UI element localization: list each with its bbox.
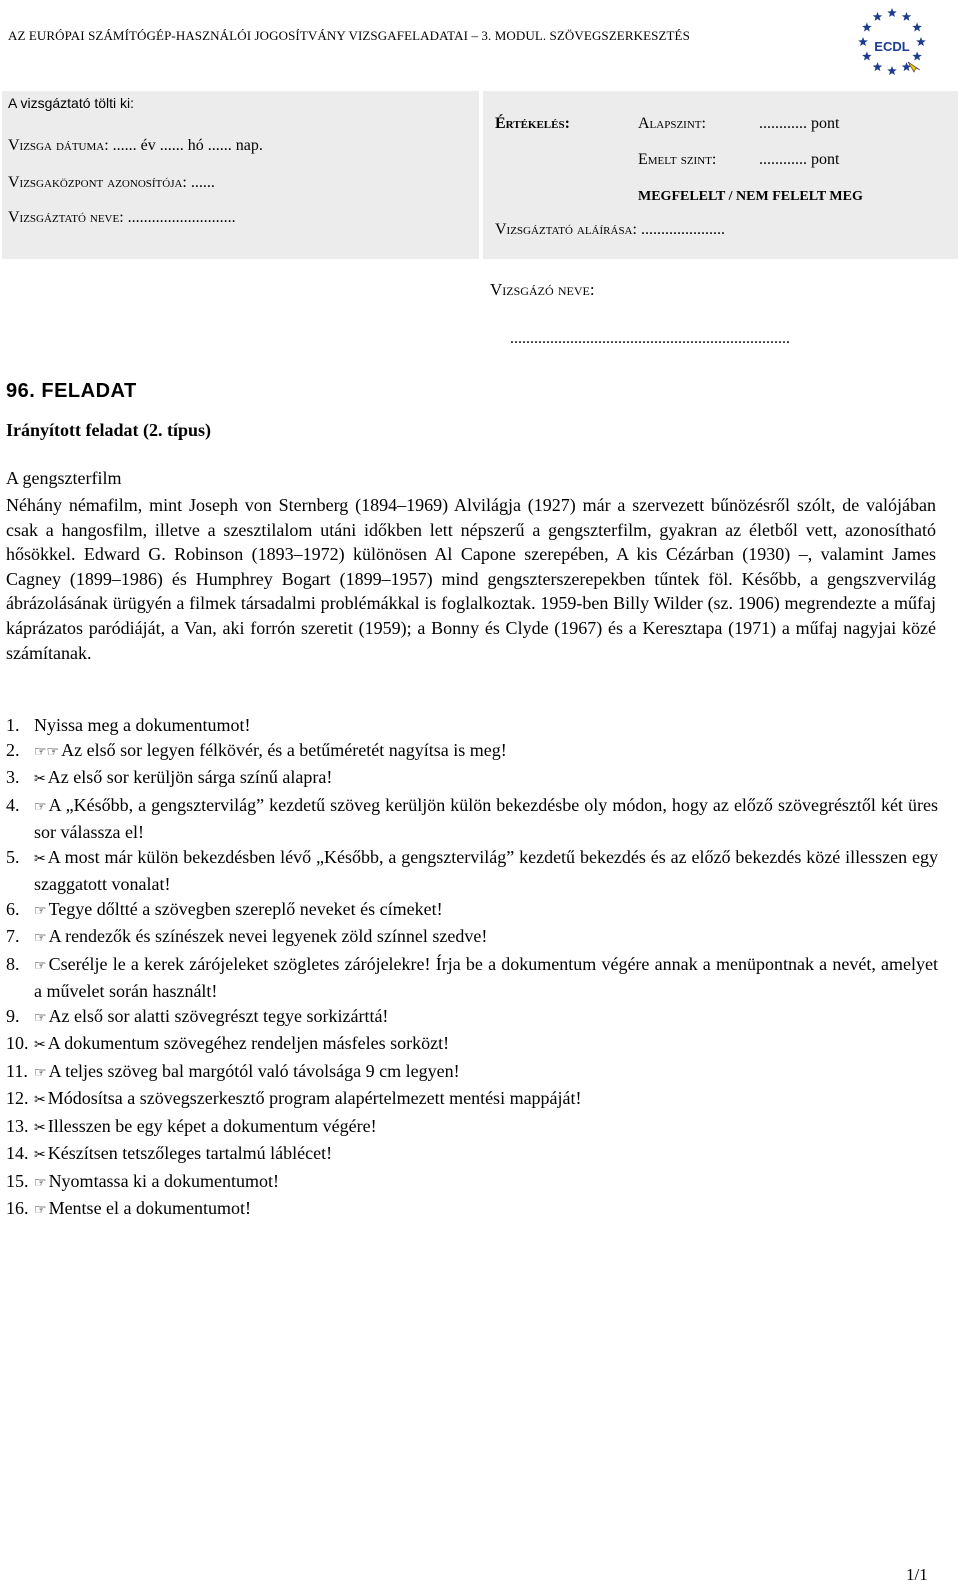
task-item xyxy=(6,845,938,897)
task-item-number: 6. xyxy=(6,898,20,919)
task-item-number: 4. xyxy=(6,794,20,815)
pointing-hand-icon: ☞ xyxy=(34,903,47,919)
ecdl-logo xyxy=(853,4,931,82)
task-item-text: Cserélje le a kerek zárójeleket szögletes zárójelekre! Írja be a dokumentum végére annak a menüpontnak a nevét, amelyet a művelet során használt! xyxy=(34,953,938,1001)
examiner-name-row xyxy=(8,209,236,227)
task-item xyxy=(6,1086,938,1114)
task-item-number: 2. xyxy=(6,739,20,760)
examinee-name-label: Vizsgázó neve: xyxy=(490,280,595,299)
task-item-number: 7. xyxy=(6,926,20,946)
task-item xyxy=(6,897,938,925)
ecdl-star-logo-icon xyxy=(853,4,931,82)
logo-star-icon xyxy=(912,23,922,32)
task-item-number: 9. xyxy=(6,1005,20,1026)
logo-star-icon xyxy=(873,62,883,71)
pointing-hand-icon: ☞ xyxy=(34,958,47,974)
logo-star-icon xyxy=(862,52,872,61)
task-item-text: Az első sor legyen félkövér, és a betűméretét nagyítsa is meg! xyxy=(61,739,507,760)
panel-divider xyxy=(480,91,482,259)
task-list xyxy=(6,713,938,1224)
task-item xyxy=(6,952,938,1004)
task-item xyxy=(6,793,938,845)
center-id-row xyxy=(8,174,215,192)
task-number: 96. FELADAT xyxy=(6,380,137,402)
task-item-number: 13. xyxy=(6,1115,29,1136)
examiner-name-label: Vizsgáztató neve: xyxy=(8,209,124,226)
task-item xyxy=(6,713,938,738)
scissors-icon: ✂ xyxy=(34,772,46,787)
task-item xyxy=(6,924,938,952)
logo-star-icon xyxy=(912,52,922,61)
scissors-icon: ✂ xyxy=(34,1093,46,1108)
signature-label: Vizsgáztató aláírása: xyxy=(495,221,637,238)
logo-star-icon xyxy=(873,12,883,21)
task-item-text: A teljes szöveg bal margótól való távolsága 9 cm legyen! xyxy=(48,1060,460,1081)
task-item-text: Mentse el a dokumentumot! xyxy=(48,1198,252,1218)
logo-star-icon xyxy=(887,8,897,17)
task-item-number: 5. xyxy=(6,846,20,867)
task-item-number: 1. xyxy=(6,715,20,735)
basic-level-score[interactable]: ............ pont xyxy=(759,115,840,132)
exam-date-label: Vizsga dátuma: xyxy=(8,137,109,154)
advanced-level-score[interactable]: ............ pont xyxy=(759,151,840,168)
page-number: 1/1 xyxy=(906,1565,928,1584)
task-item-text: Az első sor alatti szövegrészt tegye sorkizárttá! xyxy=(48,1005,389,1026)
task-item xyxy=(6,1169,938,1197)
task-item-number: 12. xyxy=(6,1088,29,1108)
advanced-level-label: Emelt szint: xyxy=(638,151,717,168)
task-item-number: 16. xyxy=(6,1198,29,1218)
pointing-hand-icon: ☞ xyxy=(34,931,47,946)
pointing-hand-icon: ☞ xyxy=(34,1010,47,1026)
signature-row xyxy=(495,221,725,239)
logo-star-icon xyxy=(916,37,926,46)
logo-star-icon xyxy=(858,37,868,46)
task-item-number: 14. xyxy=(6,1143,29,1163)
evaluation-panel xyxy=(483,91,958,259)
logo-star-icon xyxy=(902,12,912,21)
task-item-text: Az első sor kerüljön sárga színű alapra! xyxy=(47,767,333,787)
evaluation-label: Értékelés: xyxy=(495,115,570,132)
exam-date-field[interactable]: ...... év ...... hó ...... nap. xyxy=(112,137,263,154)
task-item-number: 15. xyxy=(6,1170,29,1191)
task-item-text: A dokumentum szövegéhez rendeljen másfeles sorközt! xyxy=(47,1033,450,1053)
task-item xyxy=(6,1031,938,1059)
logo-star-icon xyxy=(862,23,872,32)
examinee-name-field[interactable]: ...................................................................... xyxy=(510,330,790,347)
logo-star-icon xyxy=(887,66,897,75)
exam-date-row xyxy=(8,137,263,155)
task-item-text: A rendezők és színészek nevei legyenek zöld színnel szedve! xyxy=(48,926,488,946)
task-item xyxy=(6,1059,938,1087)
scissors-icon: ✂ xyxy=(34,1148,46,1163)
task-item-number: 10. xyxy=(6,1033,29,1053)
document-title: A gengszterfilm xyxy=(6,468,122,488)
task-item-text: Készítsen tetszőleges tartalmú láblécet! xyxy=(47,1143,333,1163)
task-item xyxy=(6,1004,938,1032)
task-item-text: Módosítsa a szövegszerkesztő program alapértelmezett mentési mappáját! xyxy=(47,1088,582,1108)
pointing-hand-icon: ☞ xyxy=(34,1175,47,1191)
scissors-icon: ✂ xyxy=(34,1120,46,1136)
cursor-icon xyxy=(908,62,920,72)
task-item-text: A „Később, a gengsztervilág” kezdetű szöveg kerüljön külön bekezdésbe oly módon, hogy az előző szövegrésztől két üres sor válassza el! xyxy=(34,794,938,842)
basic-level-label: Alapszint: xyxy=(638,115,706,132)
task-item-text: A most már külön bekezdésben lévő „Később, a gengsztervilág” kezdetű bekezdés és az előző bekezdés közé illesszen egy szaggatott vonalat! xyxy=(34,846,938,894)
pointing-hand-icon: ☞ xyxy=(34,1065,47,1081)
task-item xyxy=(6,1141,938,1169)
pointing-hand-icon: ☞ xyxy=(34,1203,47,1218)
center-id-field[interactable]: ...... xyxy=(190,174,215,191)
task-item xyxy=(6,1114,938,1142)
center-id-label: Vizsgaközpont azonosítója: xyxy=(8,174,187,191)
pointing-hand-icon: ☞ xyxy=(34,799,47,815)
task-item-text: Illesszen be egy képet a dokumentum végére! xyxy=(47,1115,377,1136)
module-header-title: AZ EURÓPAI SZÁMÍTÓGÉP-HASZNÁLÓI JOGOSÍTVÁNY VIZSGAFELADATAI – 3. MODUL. SZÖVEGSZERKESZTÉS xyxy=(8,28,690,43)
task-item-text: Nyomtassa ki a dokumentumot! xyxy=(48,1170,280,1191)
logo-text: ECDL xyxy=(874,39,910,54)
scissors-icon: ✂ xyxy=(34,851,46,867)
examiner-name-field[interactable]: ........................... xyxy=(127,209,236,226)
pointing-hand-icon: ☞☞ xyxy=(34,744,60,760)
pass-fail-text: MEGFELELT / NEM FELELT MEG xyxy=(638,189,863,204)
task-item xyxy=(6,765,938,793)
task-item-number: 3. xyxy=(6,767,20,787)
task-type: Irányított feladat (2. típus) xyxy=(6,420,211,440)
form-intro: A vizsgáztató tölti ki: xyxy=(8,95,135,111)
signature-field[interactable]: ..................... xyxy=(640,221,725,238)
task-item-number: 8. xyxy=(6,953,20,974)
task-item-text: Tegye dőltté a szövegben szereplő neveket és címeket! xyxy=(48,898,443,919)
task-item xyxy=(6,738,938,766)
task-item xyxy=(6,1196,938,1224)
task-item-number: 11. xyxy=(6,1060,28,1081)
document-body: Néhány némafilm, mint Joseph von Sternberg (1894–1969) Alvilágja (1927) már a szervezett bűnözésről szólt, de valójában csak a hangosfilm, illetve a szesztilalom utáni időkben lett népszerű a gengszterfilm, gyakran az életből vett, azonosítható hősökkel. Edward G. Robinson (1893–1972) különösen Al Capone szerepében, A kis Cézárban (1930) –, valamint James Cagney (1899–1986) és Humphrey Bogart (1899–1957) mind gengszterszerepekben tűntek föl. Később, a gengszvervilág ábrázolásának ürügyén a filmek társadalmi problémákkal is foglalkoztak. 1959-ben Billy Wilder (sz. 1906) megrendezte a műfaj káprázatos paródiáját, a Van, aki forrón szeretit (1959); a Bonny és Clyde (1967) és a Keresztapa (1971) a műfaj nagyjai közé számítanak. xyxy=(6,495,936,663)
scissors-icon: ✂ xyxy=(34,1038,46,1053)
examiner-form-panel xyxy=(2,91,479,259)
task-item-text: Nyissa meg a dokumentumot! xyxy=(34,715,251,735)
